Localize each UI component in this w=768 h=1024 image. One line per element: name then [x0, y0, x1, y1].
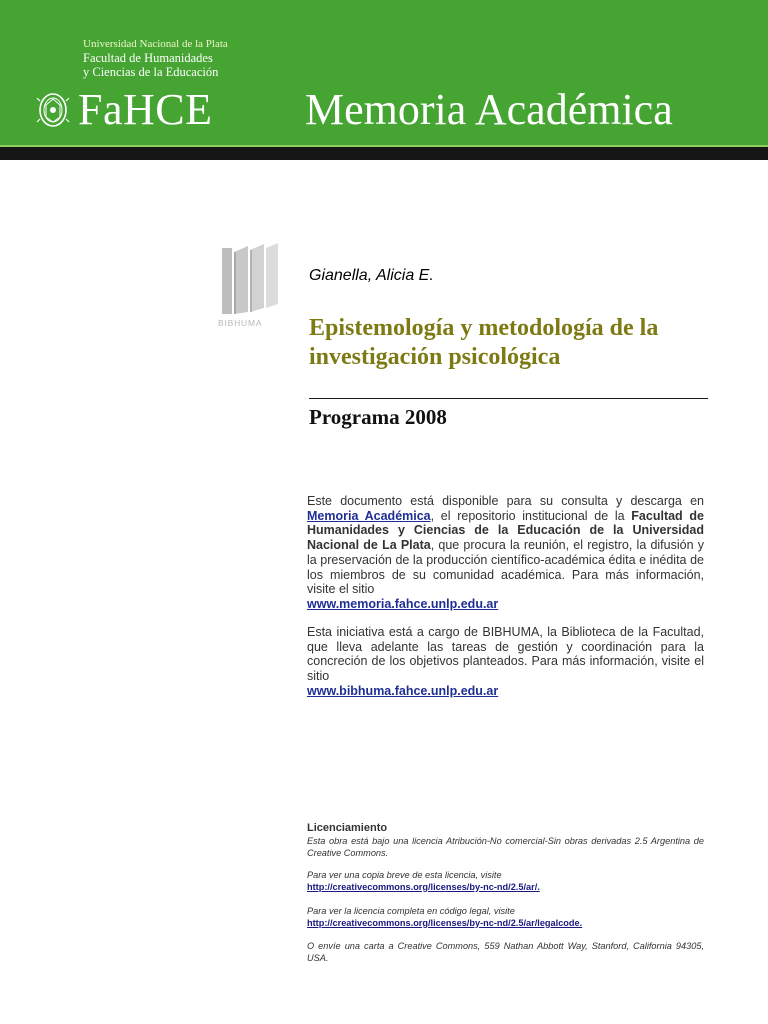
initiative-paragraph [307, 625, 704, 699]
document-subtitle: Programa 2008 [309, 405, 447, 429]
document-title: Epistemología y metodología de la investigación psicológica [309, 315, 659, 370]
license-legal-link[interactable]: http://creativecommons.org/licenses/by-nc-nd/2.5/ar/legalcode. [307, 917, 583, 928]
document-author: Gianella, Alicia E. [309, 267, 434, 284]
availability-text-before: Este documento está disponible para su consulta y descarga en [307, 494, 704, 508]
license-heading: Licenciamiento [307, 822, 388, 834]
repository-title: Memoria Académica [305, 85, 673, 134]
faculty-line-2: y Ciencias de la Educación [83, 64, 219, 79]
license-mail-address: O envíe una carta a Creative Commons, 559 Nathan Abbott Way, Stanford, California 94305, USA. [307, 941, 704, 963]
license-legal-code [307, 906, 704, 929]
license-statement: Esta obra está bajo una licencia Atribución-No comercial-Sin obras derivadas 2.5 Argentina de Creative Commons. [307, 836, 704, 858]
faculty-name [83, 52, 218, 79]
license-short-text: Para ver una copia breve de esta licencia, visite [307, 870, 502, 880]
initiative-text: Esta iniciativa está a cargo de BIBHUMA, la Biblioteca de la Facultad, que lleva adelante las tareas de gestión y coordinación para la concreción de los objetivos planteados. Para más información, visite el sitio [307, 625, 704, 684]
title-divider [309, 398, 708, 399]
availability-text-after: , que procura la reunión, el registro, la difusión y la preservación de la producción científico-académica édita e inédita de los miembros de su comunidad académica. Para más información, visite el sitio [307, 538, 704, 597]
license-short-link[interactable]: http://creativecommons.org/licenses/by-nc-nd/2.5/ar/. [307, 881, 540, 892]
availability-paragraph [307, 494, 704, 612]
memoria-site-link[interactable]: www.memoria.fahce.unlp.edu.ar [307, 596, 499, 611]
bibhuma-logo-icon [218, 242, 284, 317]
memoria-academica-link[interactable]: Memoria Académica [307, 508, 431, 523]
license-legal-text: Para ver la licencia completa en código legal, visite [307, 906, 515, 916]
availability-text-mid: , el repositorio institucional de la [430, 508, 632, 523]
institution-name: Facultad de Humanidades y Ciencias de la Educación de la Universidad Nacional de La Plata [307, 508, 704, 553]
fahce-acronym: FaHCE [78, 85, 213, 134]
university-name: Universidad Nacional de la Plata [83, 38, 228, 50]
license-short-copy [307, 870, 704, 893]
bibhuma-site-link[interactable]: www.bibhuma.fahce.unlp.edu.ar [307, 683, 499, 698]
faculty-line-1: Facultad de Humanidades [83, 51, 213, 65]
header-dark-bar [0, 147, 768, 160]
bibhuma-logo-text: BIBHUMA [218, 318, 263, 328]
university-seal-icon [36, 91, 70, 129]
